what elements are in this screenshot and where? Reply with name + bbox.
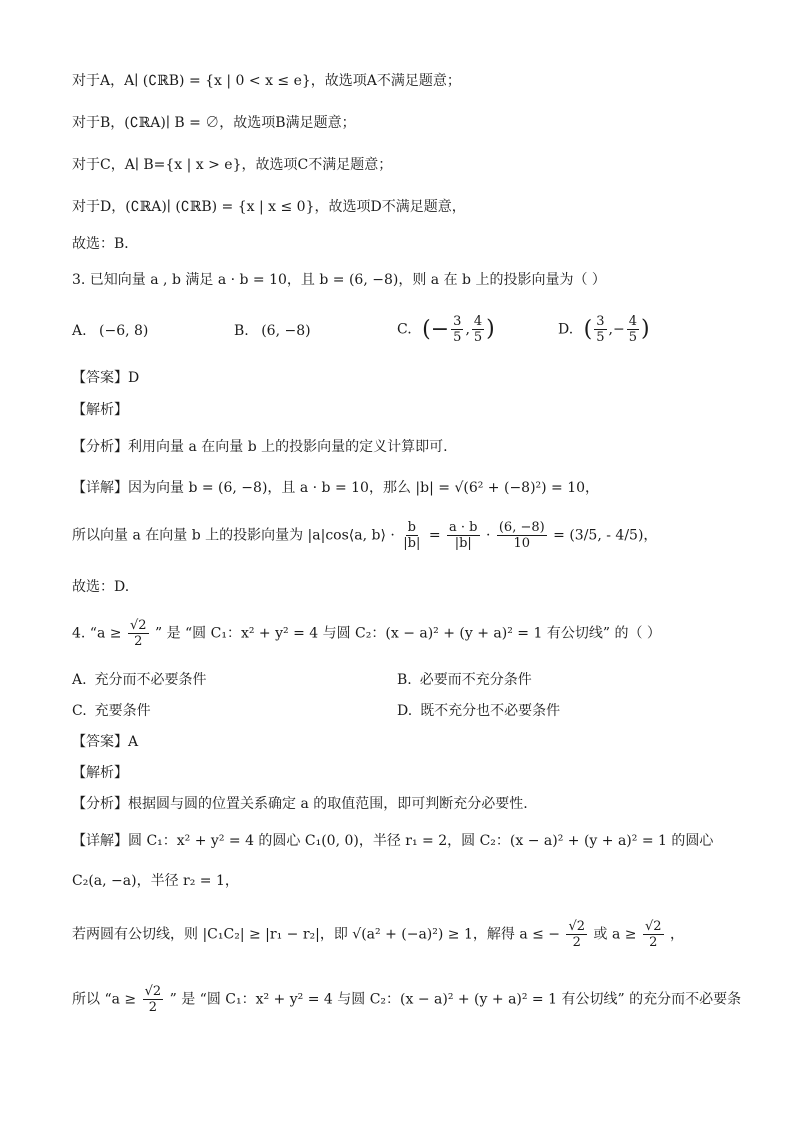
q3-option-b-value: (6, −8) — [261, 323, 311, 339]
q3-option-a-label: A. — [72, 323, 87, 339]
q3-answer-value: D — [128, 370, 140, 386]
q4-fenxi — [72, 794, 528, 814]
q4-option-a: A. 充分而不必要条件 — [72, 672, 207, 688]
q3-frac-b-over-norm: $\frac{b}{|b|}$ — [403, 520, 421, 551]
question-4-stem: 4. “a ≥ $\frac{√2}{2}$ ” 是 “圆 C₁：x² + y² = 4 与圆 C₂：(x − a)² + (y + a)² = 1 有公切线” 的（ ） — [72, 618, 661, 649]
q4-option-c: C. 充要条件 — [72, 703, 151, 719]
q3-fenxi-text: 利用向量 a 在向量 b 上的投影向量的定义计算即可. — [128, 439, 448, 455]
q3-answer — [72, 368, 139, 388]
q4-stem-frac: $\frac{√2}{2}$ — [129, 618, 147, 649]
q3-option-d-close: ) — [640, 316, 650, 342]
q3-xiangjie-2: 所以向量 a 在向量 b 上的投影向量为 |a|cos⟨a, b⟩ · $\frac{b}{|b|}$ = $\frac{a \cdot b}{|b|}$ · $\frac{(6, -8)}{10}$ = (3/5, - 4/5)， — [72, 520, 658, 551]
q3-xiangjie-1 — [72, 478, 599, 498]
q3-option-c-open: (− — [422, 316, 450, 342]
q3-option-a — [72, 321, 148, 341]
q3-frac-dot-over-norm: $\frac{a \cdot b}{|b|}$ — [449, 520, 478, 551]
q3-fenxi-tag: 【分析】 — [72, 439, 128, 455]
q3-option-c-label: C. — [397, 321, 412, 338]
q3-fenxi — [72, 437, 448, 457]
question-3-stem: 3. 已知向量 a , b 满足 a · b = 10，且 b = (6, −8)，则 a 在 b 上的投影向量为（ ） — [72, 272, 606, 288]
solution-line-a: 对于A，A∣ (∁ℝB) = {x | 0 < x ≤ e}，故选项A不满足题意； — [72, 73, 461, 89]
q3-option-c-frac1: $\frac{3}{5}$ — [453, 314, 462, 345]
q3-xiangjie-3: 故选：D. — [72, 579, 130, 595]
solution-line-b: 对于B，(∁ℝA)∣ B = ∅，故选项B满足题意； — [72, 115, 356, 131]
q4-xiangjie-1 — [72, 831, 713, 851]
q3-answer-tag: 【答案】 — [72, 370, 128, 386]
q4-xiangjie-3: 若两圆有公切线，则 |C₁C₂| ≥ |r₁ − r₂|，即 √(a² + (−a)²) ≥ 1，解得 a ≤ − $\frac{√2}{2}$ 或 a ≥ $\frac{√2}{2}$ ， — [72, 919, 684, 950]
q4-analysis-tag: 【解析】 — [72, 765, 128, 781]
q3-option-c-frac2: $\frac{4}{5}$ — [473, 314, 483, 345]
q4-frac-pos-root: $\frac{√2}{2}$ — [644, 919, 662, 950]
q3-option-c-close: ) — [486, 316, 495, 342]
q3-option-d-frac2: $\frac{4}{5}$ — [628, 314, 637, 345]
q3-xiangjie-1-text: 因为向量 b = (6, −8)，且 a · b = 10，那么 |b| = √(6² + (−8)²) = 10， — [128, 480, 600, 496]
q3-option-d-label: D. — [558, 321, 574, 338]
q4-answer-value: A — [128, 734, 139, 750]
q4-xiangjie-tag: 【详解】 — [72, 833, 128, 849]
q4-fenxi-tag: 【分析】 — [72, 796, 128, 812]
q4-xiangjie-4: 所以 “a ≥ $\frac{√2}{2}$ ” 是 “圆 C₁：x² + y² = 4 与圆 C₂：(x − a)² + (y + a)² = 1 有公切线” 的充分而不必要条 — [72, 984, 742, 1015]
q3-option-d: D. ( $\frac{3}{5}$ ,− $\frac{4}{5}$ ) — [558, 314, 650, 345]
q4-final-frac: $\frac{√2}{2}$ — [144, 984, 162, 1015]
q4-fenxi-text: 根据圆与圆的位置关系确定 a 的取值范围，即可判断充分必要性. — [128, 796, 528, 812]
q3-analysis-tag: 【解析】 — [72, 402, 128, 418]
q3-option-d-open: ( — [583, 316, 593, 342]
choice-line: 故选：B． — [72, 236, 139, 252]
q4-answer — [72, 732, 138, 752]
q3-frac-vector-over-10: $\frac{(6, -8)}{10}$ — [498, 520, 545, 551]
q4-frac-neg-root: $\frac{√2}{2}$ — [568, 919, 586, 950]
q4-xiangjie-2: C₂(a, −a)，半径 r₂ = 1， — [72, 873, 239, 889]
q4-option-b: B. 必要而不充分条件 — [397, 672, 532, 688]
q3-option-b — [234, 321, 311, 341]
solution-line-c: 对于C，A∣ B={x | x > e}，故选项C不满足题意； — [72, 157, 393, 173]
q4-answer-tag: 【答案】 — [72, 734, 128, 750]
q3-option-d-frac1: $\frac{3}{5}$ — [596, 314, 605, 345]
q4-option-d: D. 既不充分也不必要条件 — [397, 703, 561, 719]
q4-xiangjie-1-text: 圆 C₁：x² + y² = 4 的圆心 C₁(0, 0)，半径 r₁ = 2，圆 C₂：(x − a)² + (y + a)² = 1 的圆心 — [128, 833, 714, 849]
q3-option-c: C. (− $\frac{3}{5}$ , $\frac{4}{5}$ ) — [397, 314, 495, 345]
q3-option-b-label: B. — [234, 323, 249, 339]
solution-line-d: 对于D，(∁ℝA)∣ (∁ℝB) = {x | x ≤ 0}，故选项D不满足题意， — [72, 199, 466, 215]
q3-option-a-value: (−6, 8) — [99, 323, 149, 339]
q3-xiangjie-tag: 【详解】 — [72, 480, 128, 496]
